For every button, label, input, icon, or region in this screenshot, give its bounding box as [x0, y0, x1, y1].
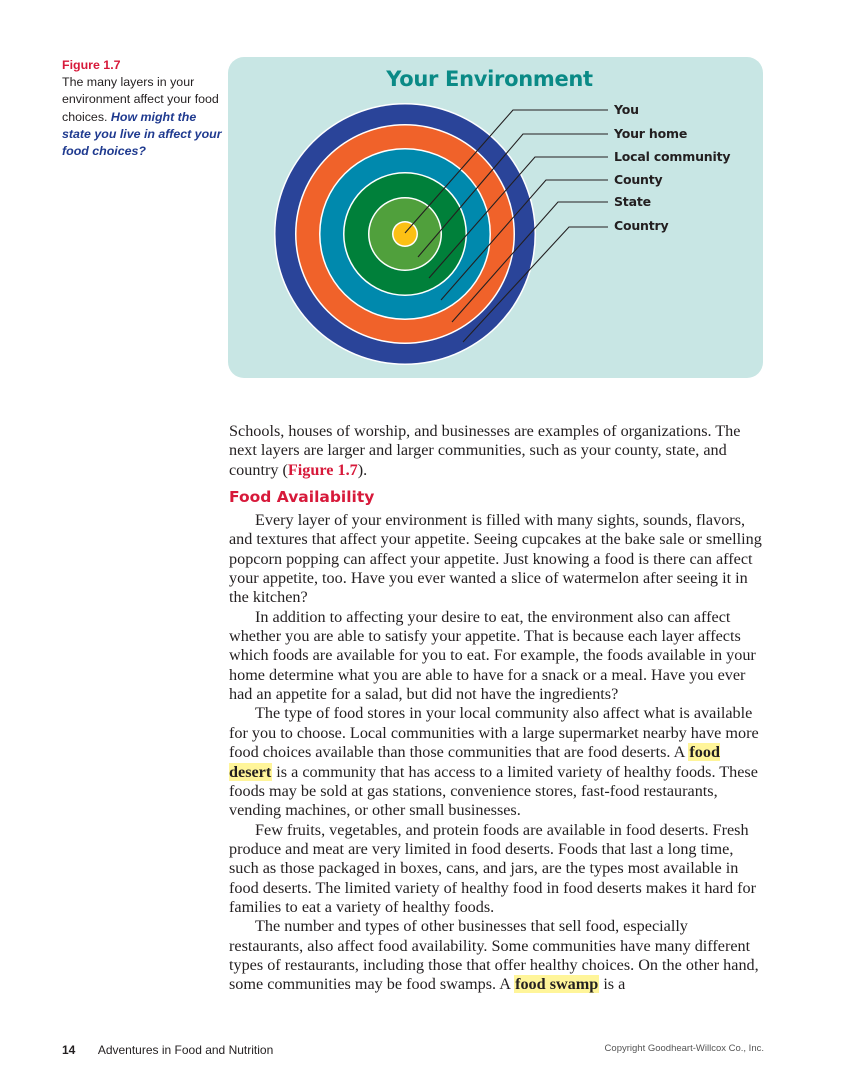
paragraph-layers: Every layer of your environment is filled with many sights, sounds, flavors, and textures that affect your appetite. Seeing cupcakes at the bake sale or smelling popcorn popping can affect your appetite. Just knowing a food is there can affect your appetite, too. Have you ever wanted a slice of watermelon after seeing it in the kitchen? — [229, 511, 762, 607]
book-title: Adventures in Food and Nutrition — [97, 1043, 274, 1057]
figure-label: Figure 1.7 — [62, 58, 121, 72]
food-swamp-text-end: is a — [599, 975, 626, 994]
intro-paragraph — [229, 422, 765, 480]
label-state: State — [614, 194, 651, 209]
paragraph-food-desert — [229, 704, 765, 820]
label-county: County — [614, 172, 663, 187]
body-text — [229, 422, 765, 995]
caption-text: The many layers in your environment affect your food choices. — [62, 75, 219, 124]
figure-caption — [62, 57, 227, 160]
intro-text: Schools, houses of worship, and businesses are examples of organizations. The next layers are larger and larger communities, such as your county, state, and country ( — [229, 422, 741, 479]
label-country: Country — [614, 218, 669, 233]
environment-diagram — [228, 57, 763, 378]
label-you: You — [614, 102, 639, 117]
food-swamp-text: The number and types of other businesses that sell food, especially restaurants, also affect food availability. Some communities have many different types of restaurants, including those that offer healthy choices. On the other hand, some communities may be food swamps. A — [229, 917, 759, 994]
section-heading: Food Availability — [229, 488, 375, 507]
copyright-notice: Copyright Goodheart-Willcox Co., Inc. — [604, 1043, 764, 1054]
caption-question: How might the state you live in affect your food choices? — [62, 109, 222, 159]
paragraph-food-swamp — [229, 917, 765, 994]
paragraph-satisfy-appetite: In addition to affecting your desire to eat, the environment also can affect whether you are able to satisfy your appetite. That is because each layer affects which foods are available for you to eat. For example, the foods available in your home determine what you are able to have for a snack or a meal. Have you ever had an appetite for a salad, but did not have the ingredients? — [229, 607, 756, 704]
food-desert-text: The type of food stores in your local community also affect what is available for you to choose. Local communities with a large supermarket nearby have more food choices available than those communities that are food deserts. A — [229, 704, 759, 762]
paragraph-few-fruits: Few fruits, vegetables, and protein foods are available in food deserts. Fresh produce and meat are very limited in food deserts. Foods that last a long time, such as those packaged in boxes, cans, and jars, are the types most available in food deserts. The limited variety of healthy food in food deserts makes it hard for families to eat a variety of healthy foods. — [229, 820, 757, 916]
label-local-community: Local community — [614, 149, 731, 164]
food-desert-text-end: is a community that has access to a limited variety of healthy foods. These foods may be sold at gas stations, convenience stores, fast-food restaurants, vending machines, or other small businesses. — [229, 762, 758, 820]
key-term-food-swamp: food swamp — [515, 975, 599, 994]
key-term-food-desert: food desert — [229, 743, 721, 781]
concentric-rings-diagram — [228, 57, 763, 378]
ring-you — [394, 223, 417, 246]
page-number: 14 — [62, 1043, 76, 1057]
intro-text-end: ). — [357, 460, 368, 479]
figure-reference-link[interactable]: Figure 1.7 — [287, 460, 358, 479]
page-footer — [62, 1041, 764, 1059]
label-your-home: Your home — [614, 126, 688, 141]
diagram-title: Your Environment — [386, 67, 593, 91]
